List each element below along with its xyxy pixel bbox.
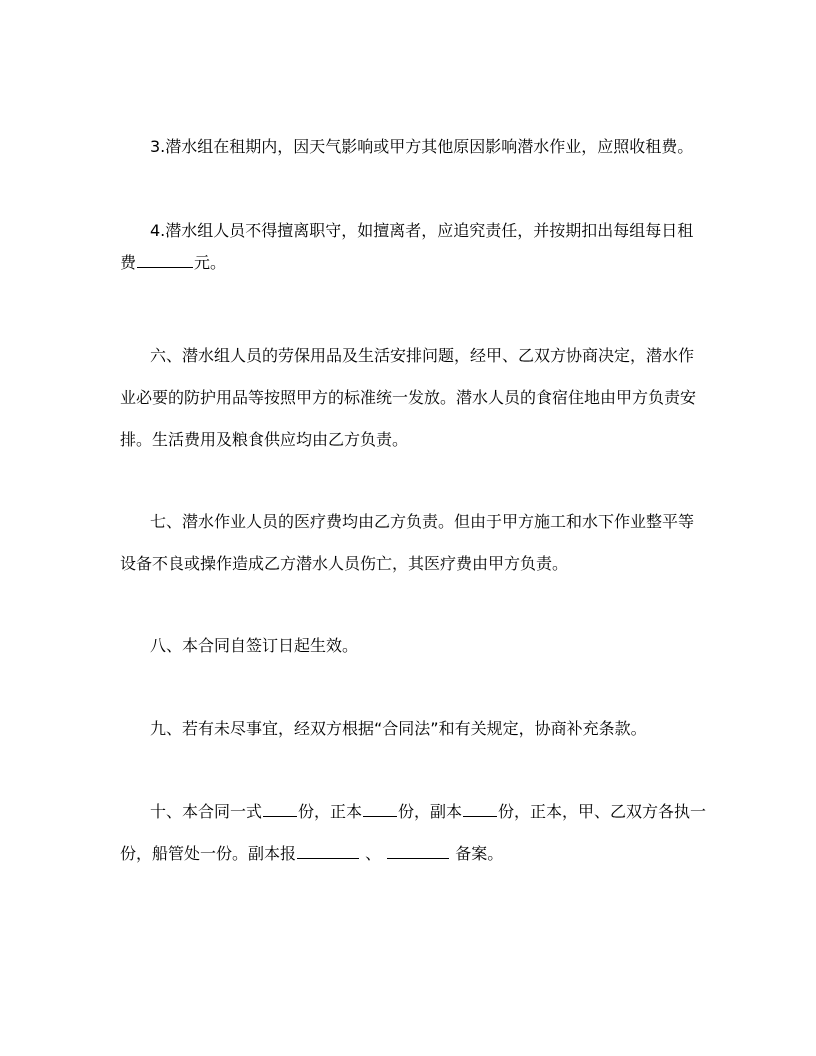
fill-blank-report-to-1 — [297, 840, 359, 859]
clause-4-line-2 — [120, 247, 696, 279]
clause-4-line-2-suffix: 元。 — [194, 253, 227, 272]
clause-3-line-1: 3.潜水组在租期内，因天气影响或甲方其他原因影响潜水作业，应照收租费。 — [150, 137, 694, 156]
clause-10-text-e: 份，船管处一份。副本报 — [120, 844, 297, 863]
clause-8-line-1: 八、本合同自签订日起生效。 — [150, 636, 359, 655]
clause-7-line-1: 七、潜水作业人员的医疗费均由乙方负责。但由于甲方施工和水下作业整平等 — [150, 512, 695, 531]
fill-blank-daily-rent — [137, 249, 193, 268]
clause-10-line-1 — [120, 796, 707, 828]
clause-10-line-2 — [120, 838, 696, 870]
clause-3 — [120, 131, 696, 163]
fill-blank-report-to-2 — [387, 840, 449, 859]
clause-8 — [120, 630, 696, 662]
clause-9-line-1: 九、若有未尽事宜，经双方根据“合同法”和有关规定，协商补充条款。 — [150, 719, 647, 738]
clause-10-text-c: 份，副本 — [398, 802, 463, 821]
clause-9 — [120, 713, 696, 745]
fill-blank-originals — [363, 798, 397, 817]
clause-4 — [120, 215, 696, 279]
clause-7-line-2: 设备不良或操作造成乙方潜水人员伤亡，其医疗费由甲方负责。 — [120, 554, 569, 573]
clause-10-text-b: 份，正本 — [298, 802, 363, 821]
clause-6-line-1: 六、潜水组人员的劳保用品及生活安排问题，经甲、乙双方协商决定，潜水作 — [150, 346, 695, 365]
clause-4-line-2-prefix: 费 — [120, 253, 137, 272]
clause-10-text-a: 十、本合同一式 — [150, 802, 263, 821]
fill-blank-duplicates — [463, 798, 497, 817]
clause-6-line-2: 业必要的防护用品等按照甲方的标准统一发放。潜水人员的食宿住地由甲方负责安 — [120, 388, 697, 407]
clause-10-text-g: 备案。 — [450, 844, 504, 863]
clause-10-text-d: 份，正本，甲、乙双方各执一 — [498, 802, 707, 821]
clause-6 — [120, 340, 696, 456]
fill-blank-copies-total — [263, 798, 297, 817]
clause-6-line-3: 排。生活费用及粮食供应均由乙方负责。 — [120, 430, 409, 449]
clause-10 — [120, 796, 707, 870]
clause-4-line-1: 4.潜水组人员不得擅离职守，如擅离者，应追究责任，并按期扣出每组每日租 — [150, 221, 694, 240]
clause-10-text-f: 、 — [360, 844, 382, 863]
clause-7 — [120, 506, 696, 580]
